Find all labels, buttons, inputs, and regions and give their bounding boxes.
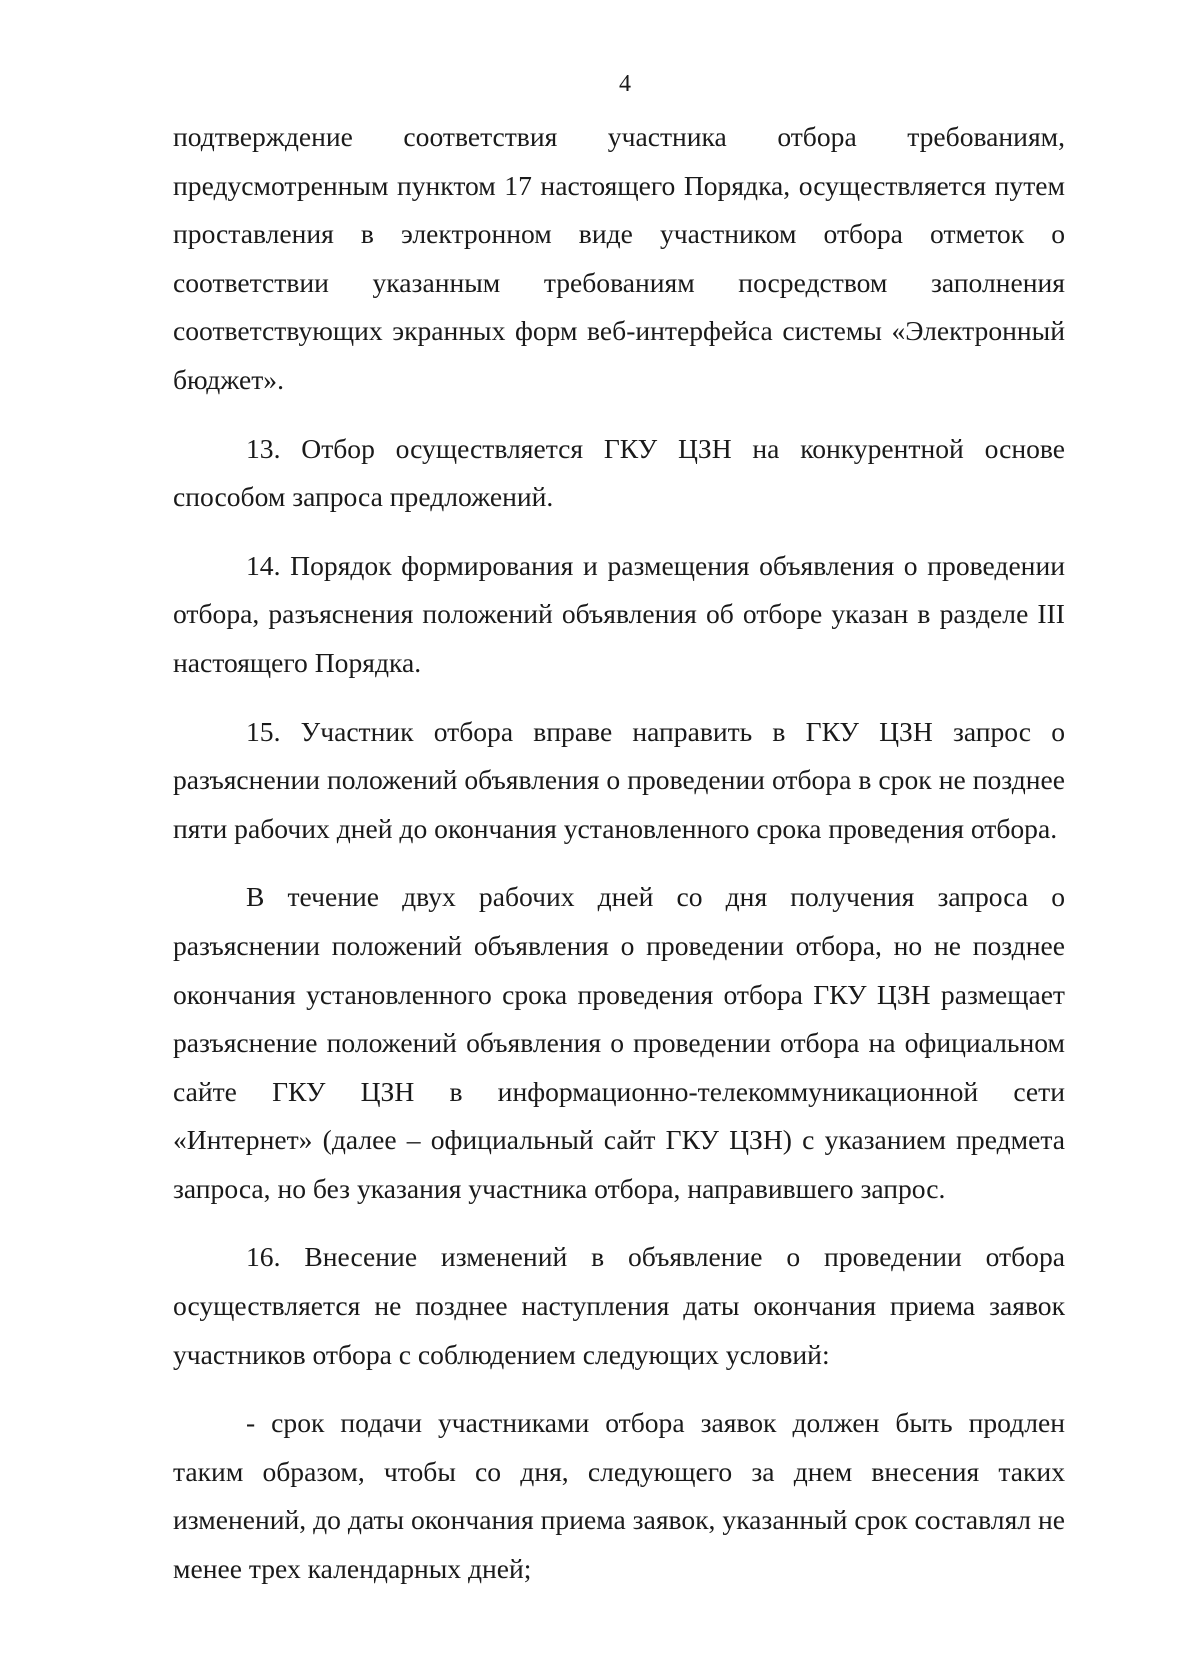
paragraph-continuation: подтверждение соответствия участника отбора требованиям, предусмотренным пунктом 17 настоящего Порядка, осуществляется путем проставления в электронном виде участником отбора отметок о соответствии указанным требованиям посредством заполнения соответствующих экранных форм веб-интерфейса системы «Электронный бюджет». — [173, 121, 1065, 395]
paragraph-item-15: 15. Участник отбора вправе направить в ГКУ ЦЗН запрос о разъяснении положений объявления о проведении отбора в срок не позднее пяти рабочих дней до окончания установленного срока проведения отбора. — [173, 715, 1065, 844]
document-body — [173, 113, 1065, 1594]
paragraph-clarification: В течение двух рабочих дней со дня получения запроса о разъяснении положений объявления о проведении отбора, но не позднее окончания установленного срока проведения отбора ГКУ ЦЗН размещает разъяснение положений объявления о проведении отбора на официальном сайте ГКУ ЦЗН в информационно-телекоммуникационной сети «Интернет» (далее – официальный сайт ГКУ ЦЗН) с указанием предмета запроса, но без указания участника отбора, направившего запрос. — [173, 881, 1065, 1204]
paragraph-item-16: 16. Внесение изменений в объявление о проведении отбора осуществляется не позднее наступления даты окончания приема заявок участников отбора с соблюдением следующих условий: — [173, 1241, 1065, 1370]
paragraph-item-14: 14. Порядок формирования и размещения объявления о проведении отбора, разъяснения положений объявления об отборе указан в разделе III настоящего Порядка. — [173, 549, 1065, 678]
paragraph-condition-1: - срок подачи участниками отбора заявок должен быть продлен таким образом, чтобы со дня, следующего за днем внесения таких изменений, до даты окончания приема заявок, указанный срок составлял не менее трех календарных дней; — [173, 1407, 1065, 1585]
page-number: 4 — [619, 71, 631, 97]
paragraph-item-13: 13. Отбор осуществляется ГКУ ЦЗН на конкурентной основе способом запроса предложений. — [173, 432, 1065, 513]
